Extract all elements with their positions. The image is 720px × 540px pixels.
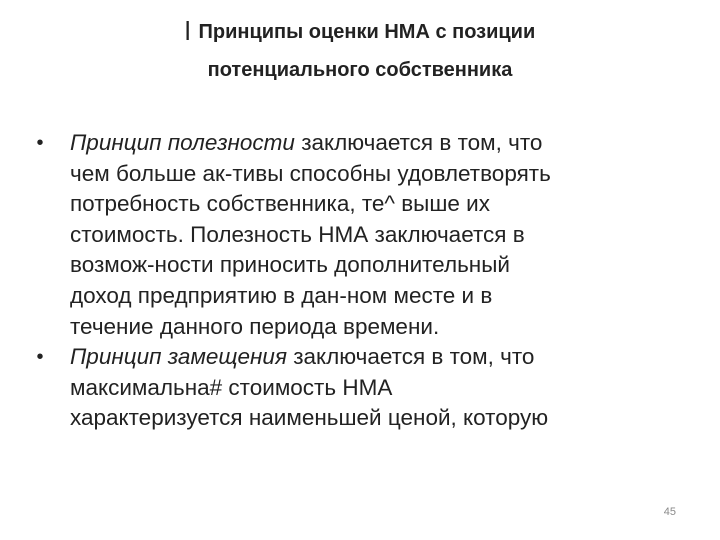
bullet-line: стоимость. Полезность НМА заключается в	[70, 221, 525, 247]
slide-body	[30, 128, 680, 434]
bullet-line: чем больше ак-тивы способны удовлетворять	[70, 160, 551, 186]
bullet-line: максимальна# стоимость НМА	[70, 374, 393, 400]
bullet-line	[70, 342, 680, 373]
page-number: 45	[663, 506, 676, 518]
bullet-line: характеризуется наименьшей ценой, которую	[70, 405, 549, 431]
bullet-line: доход предприятию в дан-ном месте и в	[70, 282, 493, 308]
bullet-line	[70, 128, 680, 159]
title-line-2: потенциального собственника	[207, 59, 513, 81]
bullet-text: заключается в том, что	[286, 344, 535, 370]
bullet-term: Принцип замещения	[70, 344, 287, 370]
title-line-1	[0, 12, 720, 51]
bullet-term: Принцип полезности	[70, 130, 295, 155]
bullet-line: течение данного периода времени.	[70, 313, 440, 339]
bullet-line: возмож-ности приносить дополнительный	[70, 252, 510, 278]
title-marker: l	[184, 16, 191, 46]
bullet-line: потребность собственника, те^ выше их	[70, 191, 490, 217]
bullet-text: заключается в том, что	[294, 130, 543, 155]
title-text-1: Принципы оценки НМА с позиции	[198, 21, 536, 43]
bullet-item	[30, 128, 680, 342]
bullet-item	[30, 342, 680, 434]
bullet-icon: •	[36, 346, 44, 369]
slide-title	[0, 12, 720, 89]
bullet-icon: •	[36, 132, 44, 154]
